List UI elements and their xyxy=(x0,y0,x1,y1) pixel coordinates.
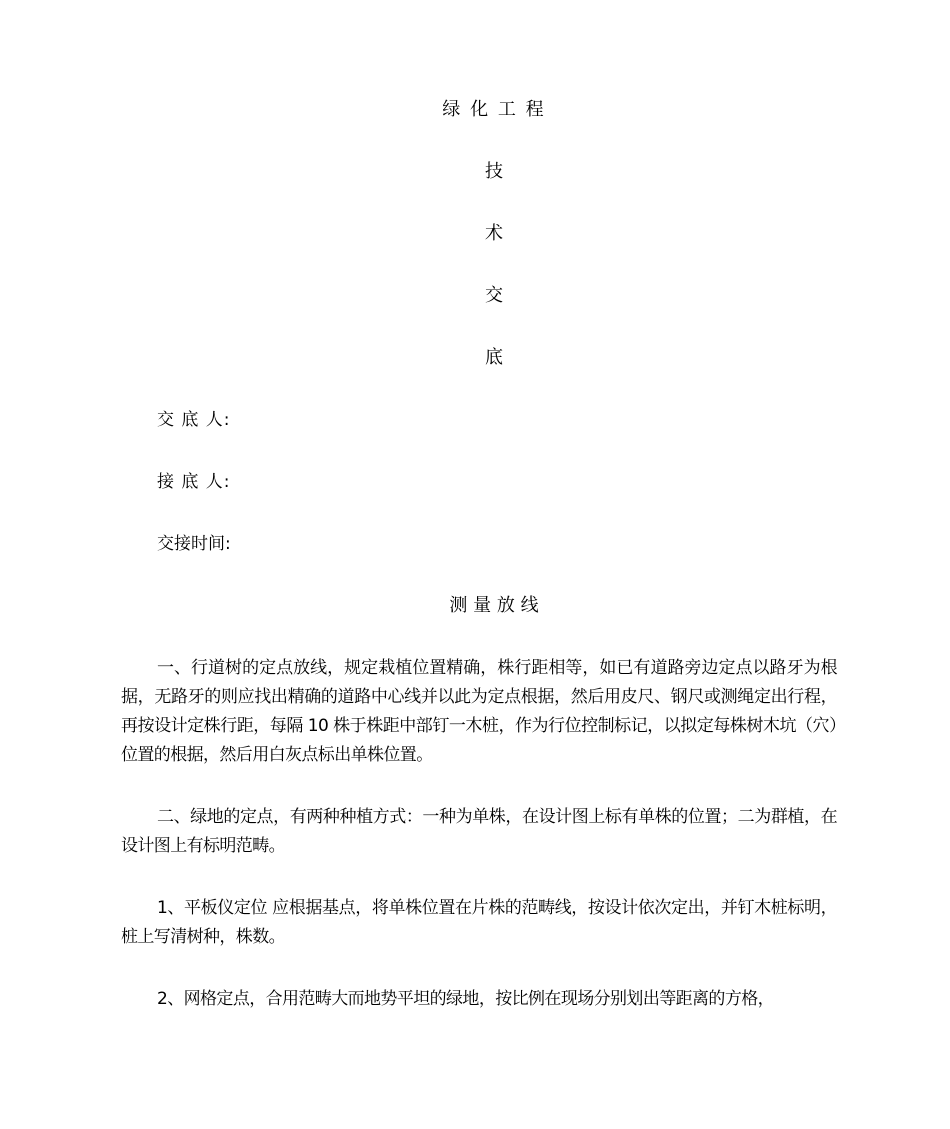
section-heading: 测 量 放 线 xyxy=(449,595,539,616)
handover-time-label: 交接时间: xyxy=(157,534,231,554)
title-char-ji: 技 xyxy=(485,161,503,182)
title-char-di: 底 xyxy=(485,347,503,368)
paragraph-plane-table-method: 1、平板仪定位 应根据基点，将单株位置在片株的范畴线，按设计依次定出，并钉木桩标明，桩上写清树种，株数。 xyxy=(121,898,837,947)
submitter-label: 交 底 人: xyxy=(157,410,231,430)
paragraph-street-tree-layout: 一、行道树的定点放线，规定栽植位置精确，株行距相等，如已有道路旁边定点以路牙为根据，无路牙的则应找出精确的道路中心线并以此为定点根据，然后用皮尺、钢尺或测绳定出行程，再按设计定株行距，每隔 10 株于株距中部钉一木桩，作为行位控制标记，以拟定每株树木坑（穴）位置的根据，然后用白灰点标出单株位置。 xyxy=(121,658,837,765)
paragraph-greenspace-layout: 二、绿地的定点，有两种种植方式：一种为单株，在设计图上标有单株的位置；二为群植，在设计图上有标明范畴。 xyxy=(121,807,837,856)
receiver-label: 接 底 人: xyxy=(157,472,231,492)
title-char-jiao: 交 xyxy=(485,285,503,306)
document-title: 绿 化 工 程 xyxy=(442,99,546,120)
paragraph-grid-method: 2、网格定点，合用范畴大而地势平坦的绿地，按比例在现场分别划出等距离的方格， xyxy=(157,989,775,1009)
title-char-shu: 术 xyxy=(485,223,503,244)
